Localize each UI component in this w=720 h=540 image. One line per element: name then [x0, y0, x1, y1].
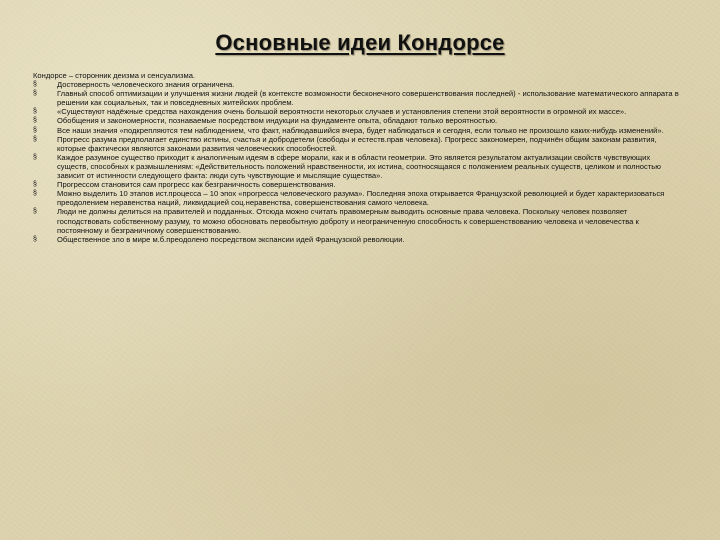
list-item: [33, 207, 683, 234]
list-item-text: Все наши знания «подкрепляются тем наблюдением, что факт, наблюдавшийся вчера, будет наблюдаться и сегодня, если только не произошло каких-нибудь изменений».: [57, 125, 664, 135]
bullet-icon: §: [33, 181, 37, 189]
bullet-icon: §: [33, 208, 37, 216]
list-item: [33, 180, 683, 189]
list-item: [33, 126, 683, 135]
list-item-text: Можно выделить 10 этапов ист.процесса – 10 эпох «прогресса человеческого разума». Последняя эпоха открывается Французской революцией и будет характеризоваться преодолением неравенства наций, ликвидацией соц.неравенства, совершенствования самого человека.: [57, 189, 665, 208]
list-item: [33, 80, 683, 89]
list-item-text: Прогресс разума предполагает единство истины, счастья и добродетели (свободы и естеств.прав человека). Прогресс закономерен, подчинён общим законам развития, которые фактически являются законами развития человеческих способностей.: [57, 134, 657, 153]
list-item-text: Люди не должны делиться на правителей и подданных. Отсюда можно считать правомерным выводить основные права человека. Поскольку человек позволяет господствовать собственному разуму, то можно обосновать первобытную доброту и неограниченную способность к совершенствованию человека и человечества к постоянному и безграничному совершенствованию.: [57, 207, 639, 235]
slide-body: [33, 71, 683, 244]
slide-title: Основные идеи Кондорсе: [215, 30, 505, 55]
intro-line: Кондорсе – сторонник деизма и сенсуализма.: [33, 71, 196, 80]
list-item: [33, 116, 683, 125]
bullet-icon: §: [33, 126, 37, 134]
bullet-icon: §: [33, 108, 37, 116]
list-item-text: Общественное зло в мире м.б.преодолено посредством экспансии идей Французской революции.: [57, 234, 405, 244]
list-item: [33, 189, 683, 207]
bullet-icon: §: [33, 90, 37, 98]
list-item: [33, 135, 683, 153]
list-item-text: «Существуют надёжные средства нахождения очень большой вероятности некоторых случаев и установления степени этой вероятности в огромной их массе».: [57, 107, 627, 117]
list-item-text: Достоверность человеческого знания ограничена.: [57, 80, 235, 90]
bullet-icon: §: [33, 235, 37, 243]
list-item: [33, 153, 683, 180]
bullet-icon: §: [33, 117, 37, 125]
list-item: [33, 89, 683, 107]
bullet-icon: §: [33, 153, 37, 161]
list-item-text: Прогрессом становится сам прогресс как безграничность совершенствования.: [57, 180, 336, 190]
list-item: [33, 107, 683, 116]
bullet-icon: §: [33, 81, 37, 89]
bullet-icon: §: [33, 190, 37, 198]
bullet-icon: §: [33, 135, 37, 143]
list-item-text: Обобщения и закономерности, познаваемые посредством индукции на фундаменте опыта, обладают только вероятностью.: [57, 116, 498, 126]
list-item-text: Каждое разумное существо приходит к аналогичным идеям в сфере морали, как и в области геометрии. Это является результатом актуализации свойств чувствующих существ, способных к размышлениям: «Действительность положений нравственности, их истина, соотносящаяся с положением реальных существ, целиком и полностью зависит от истинности следующего факта: люди суть чувствующие и мыслящие существа».: [57, 152, 661, 181]
list-item-text: Главный способ оптимизации и улучшения жизни людей (в контексте возможности бесконечного совершенствования последней) - использование математического аппарата в решении как социальных, так и повседневных житейских проблем.: [57, 89, 679, 108]
list-item: [33, 235, 683, 244]
bullet-list: [33, 80, 683, 244]
